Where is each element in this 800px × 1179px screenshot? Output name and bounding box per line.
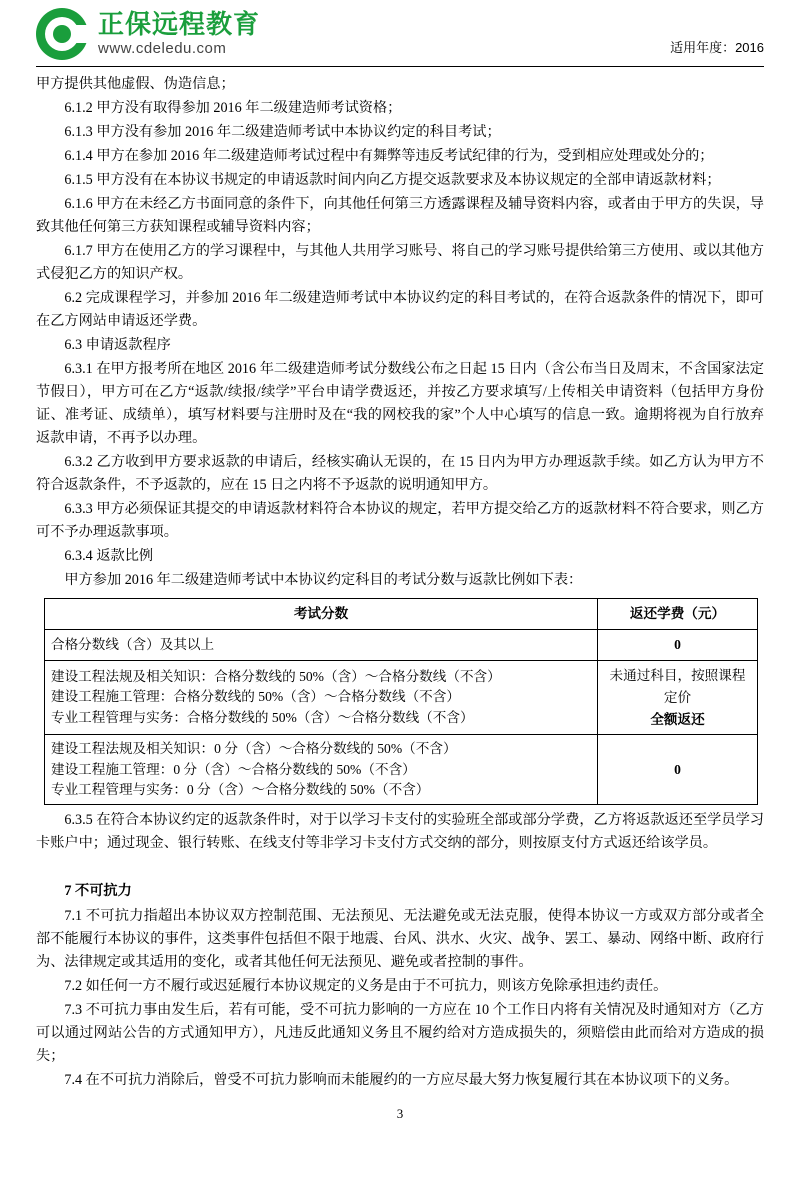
score-cell [45, 735, 598, 805]
score-cell [45, 661, 598, 735]
column-header-score: 考试分数 [45, 599, 598, 630]
clause-6-1-2: 6.1.2 甲方没有取得参加 2016 年二级建造师考试资格； [64, 100, 402, 116]
refund-cell: 0 [598, 630, 758, 661]
clause-6-1-5: 6.1.5 甲方没有在本协议书规定的申请返款时间内向乙方提交返款要求及本协议规定的全部申请返款材料； [64, 172, 721, 188]
refund-cell: 0 [598, 735, 758, 805]
clause-6-2: 6.2 完成课程学习，并参加 2016 年二级建造师考试中本协议约定的科目考试的，在符合返款条件的情况下，即可在乙方网站申请返还学费。 [36, 290, 764, 329]
score-line: 专业工程管理与实务：合格分数线的 50%（含）～合格分数线（不含） [51, 709, 474, 725]
clause-6-3-3: 6.3.3 甲方必须保证其提交的申请返款材料符合本协议的规定，若甲方提交给乙方的返款材料不符合要求，则乙方可不予办理返款事项。 [36, 501, 764, 540]
clause-7-2: 7.2 如任何一方不履行或迟延履行本协议规定的义务是由于不可抗力，则该方免除承担违约责任。 [64, 978, 668, 995]
paragraph-top: 甲方提供其他虚假、伪造信息； [36, 76, 235, 92]
clause-6-1-7: 6.1.7 甲方在使用乙方的学习课程中，与其他人共用学习账号、将自己的学习账号提供给第三方使用、或以其他方式侵犯乙方的知识产权。 [36, 243, 764, 282]
clause-7-4: 7.4 在不可抗力消除后，曾受不可抗力影响而未能履约的一方应尽最大努力恢复履行其在本协议项下的义务。 [64, 1072, 739, 1089]
brand-url: www.cdeledu.com [98, 40, 227, 58]
table-header-row [45, 599, 758, 630]
column-header-refund: 返还学费（元） [598, 599, 758, 630]
clause-6-1-4: 6.1.4 甲方在参加 2016 年二级建造师考试过程中有舞弊等违反考试纪律的行为，受到相应处理或处分的； [64, 148, 714, 164]
clause-6-3: 6.3 申请返款程序 [64, 337, 171, 353]
score-cell [45, 630, 598, 661]
document-body [36, 73, 764, 1092]
clause-6-3-1: 6.3.1 在甲方报考所在地区 2016 年二级建造师考试分数线公布之日起 15 日内（含公布当日及周末，不含国家法定节假日），甲方可在乙方“返款/续报/续学”平台申请学费返还，并按乙方要求填写/上传相关申请资料（包括甲方身份证、准考证、成绩单），填写材料要与注册时及在“我的网校我的家”个人中心填写的信息一致。逾期将视为自行放弃返款申请，不再予以办理。 [36, 361, 764, 446]
clause-6-3-2: 6.3.2 乙方收到甲方要求返款的申请后，经核实确认无误的，在 15 日内为甲方办理返款手续。如乙方认为甲方不符合返款条件，不予返款的，应在 15 日之内将不予返款的说明通知甲方。 [36, 454, 764, 493]
page-header [36, 0, 764, 64]
refund-cell [598, 661, 758, 735]
clause-6-3-5: 6.3.5 在符合本协议约定的返款条件时，对于以学习卡支付的实验班全部或部分学费，乙方将返款返还至学员学习卡账户中；通过现金、银行转账、在线支付等非学习卡支付方式交纳的部分，则按原支付方式返还给该学员。 [36, 812, 764, 852]
score-line: 建设工程施工管理：合格分数线的 50%（含）～合格分数线（不含） [51, 689, 460, 705]
clause-7-1: 7.1 不可抗力指超出本协议双方控制范围、无法预见、无法避免或无法克服，使得本协议一方或双方部分或者全部不能履行本协议的事件，这类事件包括但不限于地震、台风、洪水、火灾、战争、罢工、暴动、网络中断、政府行为、法律规定或其适用的变化，或者其他任何无法预见、避免或者控制的事件。 [36, 908, 764, 971]
score-line: 建设工程法规及相关知识：0 分（含）～合格分数线的 50%（不含） [51, 741, 457, 757]
clause-6-1-6: 6.1.6 甲方在未经乙方书面同意的条件下，向其他任何第三方透露课程及辅导资料内容，或者由于甲方的失误，导致其他任何第三方获知课程或辅导资料内容； [36, 196, 764, 235]
fee-table-intro: 甲方参加 2016 年二级建造师考试中本协议约定科目的考试分数与返款比例如下表： [64, 572, 583, 588]
score-line: 建设工程法规及相关知识：合格分数线的 50%（含）～合格分数线（不含） [51, 669, 501, 685]
clause-7-3: 7.3 不可抗力事由发生后，若有可能，受不可抗力影响的一方应在 10 个工作日内将有关情况及时通知对方（乙方可以通过网站公告的方式通知甲方），凡违反此通知义务且不履约给对方造成损失的，须赔偿由此而给对方造成的损失； [36, 1002, 764, 1065]
table-row [45, 661, 758, 735]
table-row [45, 630, 758, 661]
page-number: 3 [396, 1106, 404, 1122]
clause-6-3-4: 6.3.4 返款比例 [64, 548, 154, 564]
brand-name: 正保远程教育 [98, 9, 261, 40]
brand-text [98, 10, 260, 57]
score-line: 专业工程管理与实务：0 分（含）～合格分数线的 50%（不含） [51, 782, 430, 798]
clause-6-1-3: 6.1.3 甲方没有参加 2016 年二级建造师考试中本协议约定的科目考试； [64, 124, 501, 140]
section-spacer [36, 856, 764, 866]
refund-line-2: 全额返还 [650, 711, 705, 727]
applicable-year-label: 适用年度：2016 [670, 40, 764, 55]
green-circle-logo-icon [36, 8, 88, 60]
score-line: 建设工程施工管理：0 分（含）～合格分数线的 50%（不含） [51, 761, 416, 777]
table-row [45, 735, 758, 805]
refund-ratio-table [44, 598, 758, 805]
section-heading-7: 7 不可抗力 [64, 883, 132, 900]
brand-block [36, 8, 260, 60]
score-line: 合格分数线（含）及其以上 [51, 636, 215, 652]
refund-line-1: 未通过科目，按照课程定价 [609, 668, 746, 705]
header-divider [36, 66, 764, 67]
